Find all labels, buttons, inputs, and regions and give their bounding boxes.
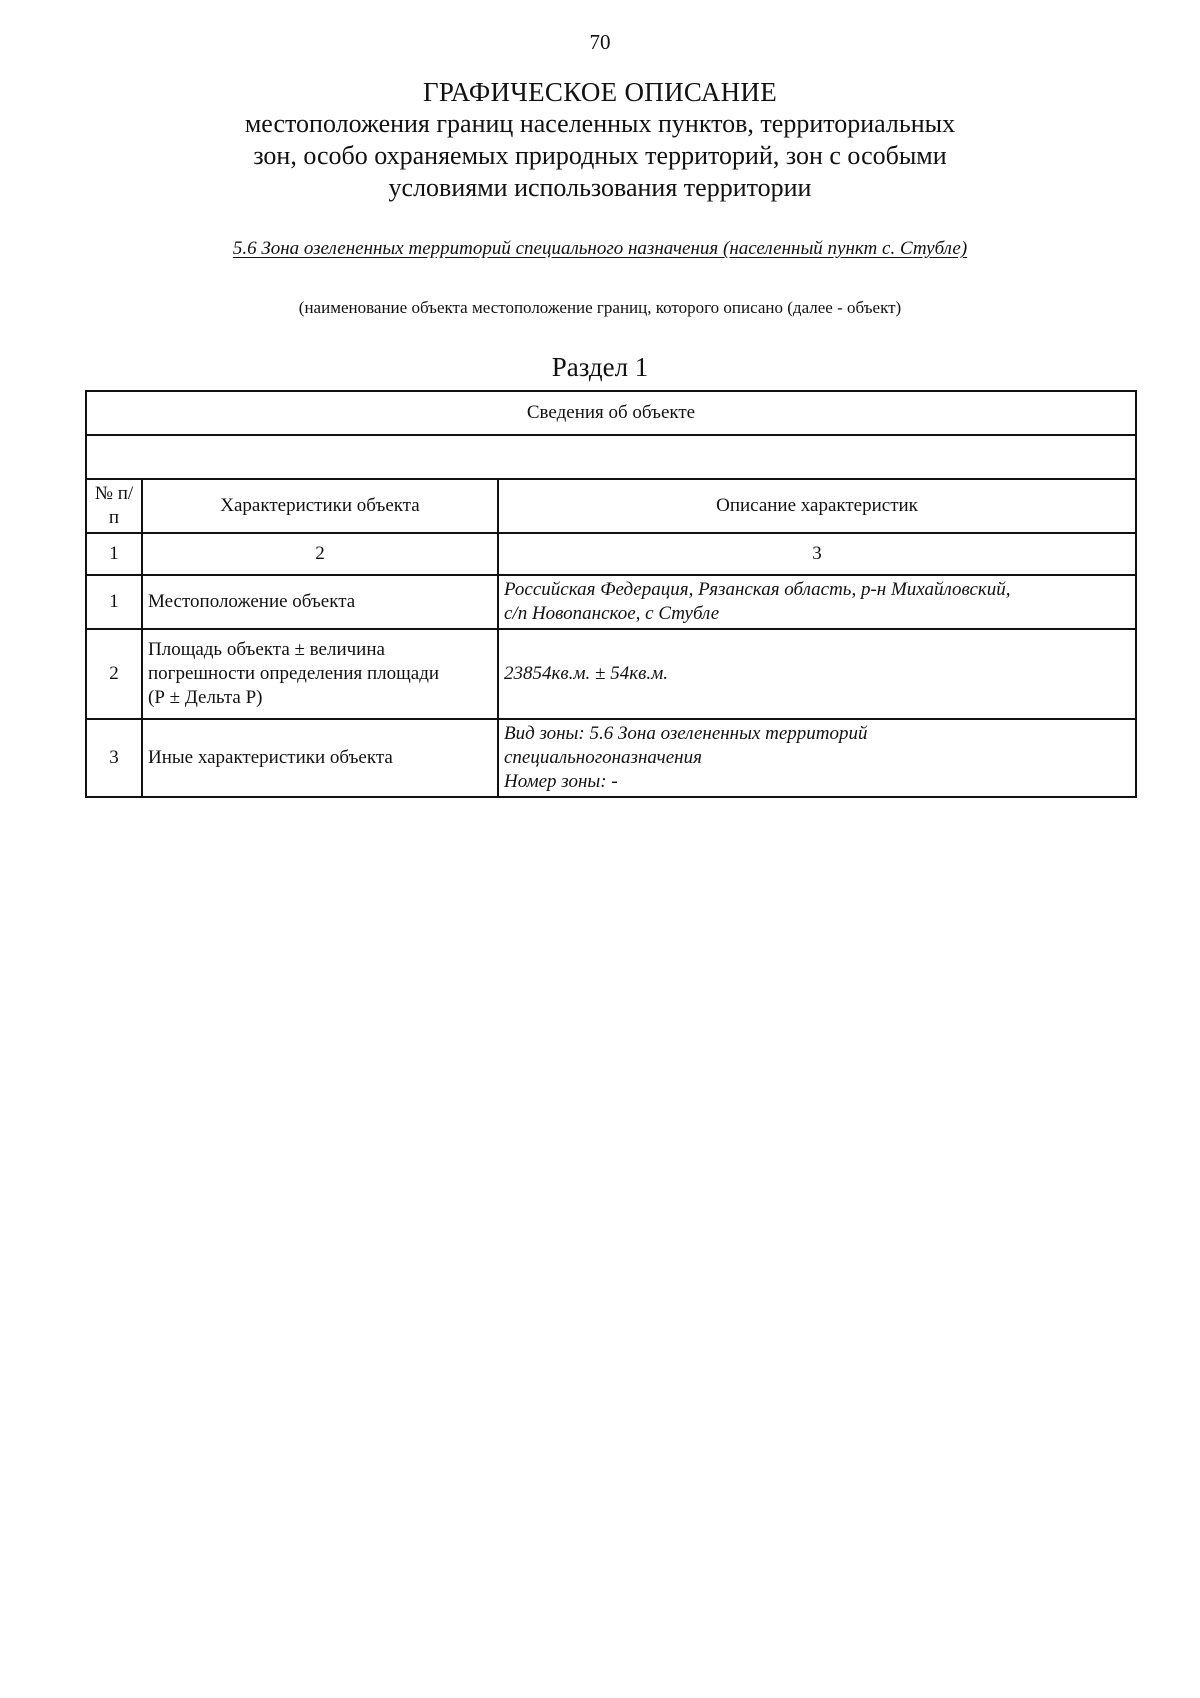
table-header-row	[86, 391, 1136, 435]
object-caption: (наименование объекта местоположение границ, которого описано (далее - объект)	[298, 298, 902, 317]
column-header-characteristic: Характеристики объекта	[142, 479, 498, 533]
column-header-description: Описание характеристик	[498, 479, 1136, 533]
description-line: специальногоназначения	[504, 747, 702, 768]
characteristic-line: погрешности определения площади	[148, 663, 440, 684]
object-info-table	[85, 390, 1137, 798]
table-row	[86, 719, 1136, 797]
row-description	[498, 575, 1136, 629]
page-number: 70	[589, 30, 611, 54]
column-index: 2	[142, 533, 498, 575]
table-column-header-row	[86, 479, 1136, 533]
table-row	[86, 629, 1136, 719]
row-number: 2	[86, 629, 142, 719]
title-sub-line: зон, особо охраняемых природных территорий, зон с особыми	[253, 141, 947, 170]
row-characteristic: Местоположение объекта	[142, 575, 498, 629]
table-empty-cell	[86, 435, 1136, 479]
title-sub-line: местоположения границ населенных пунктов, территориальных	[244, 109, 956, 138]
characteristic-line: Площадь объекта ± величина	[148, 639, 385, 660]
column-index: 1	[86, 533, 142, 575]
row-description	[498, 719, 1136, 797]
row-description	[498, 629, 1136, 719]
description-line: Российская Федерация, Рязанская область, р-н Михайловский,	[504, 579, 1011, 600]
table-header: Сведения об объекте	[86, 391, 1136, 435]
title-main: ГРАФИЧЕСКОЕ ОПИСАНИЕ	[422, 77, 778, 107]
document-title	[0, 76, 1200, 204]
table-empty-row	[86, 435, 1136, 479]
column-index: 3	[498, 533, 1136, 575]
column-header-num: № п/п	[86, 479, 142, 533]
object-name	[0, 238, 1200, 260]
section-title: Раздел 1	[551, 352, 649, 382]
object-name-text: 5.6 Зона озелененных территорий специального назначения (населенный пункт с. Стубле)	[232, 238, 968, 259]
characteristic-line: (Р ± Дельта Р)	[148, 687, 263, 708]
description-line: с/п Новопанское, с Стубле	[504, 603, 720, 624]
description-line: Вид зоны: 5.6 Зона озелененных территорий	[504, 723, 868, 744]
row-number: 3	[86, 719, 142, 797]
row-characteristic: Иные характеристики объекта	[142, 719, 498, 797]
row-characteristic	[142, 629, 498, 719]
table-column-index-row	[86, 533, 1136, 575]
table-row	[86, 575, 1136, 629]
description-line: 23854кв.м. ± 54кв.м.	[504, 663, 668, 684]
title-sub-line: условиями использования территории	[388, 173, 812, 202]
row-number: 1	[86, 575, 142, 629]
description-line: Номер зоны: -	[504, 771, 618, 792]
